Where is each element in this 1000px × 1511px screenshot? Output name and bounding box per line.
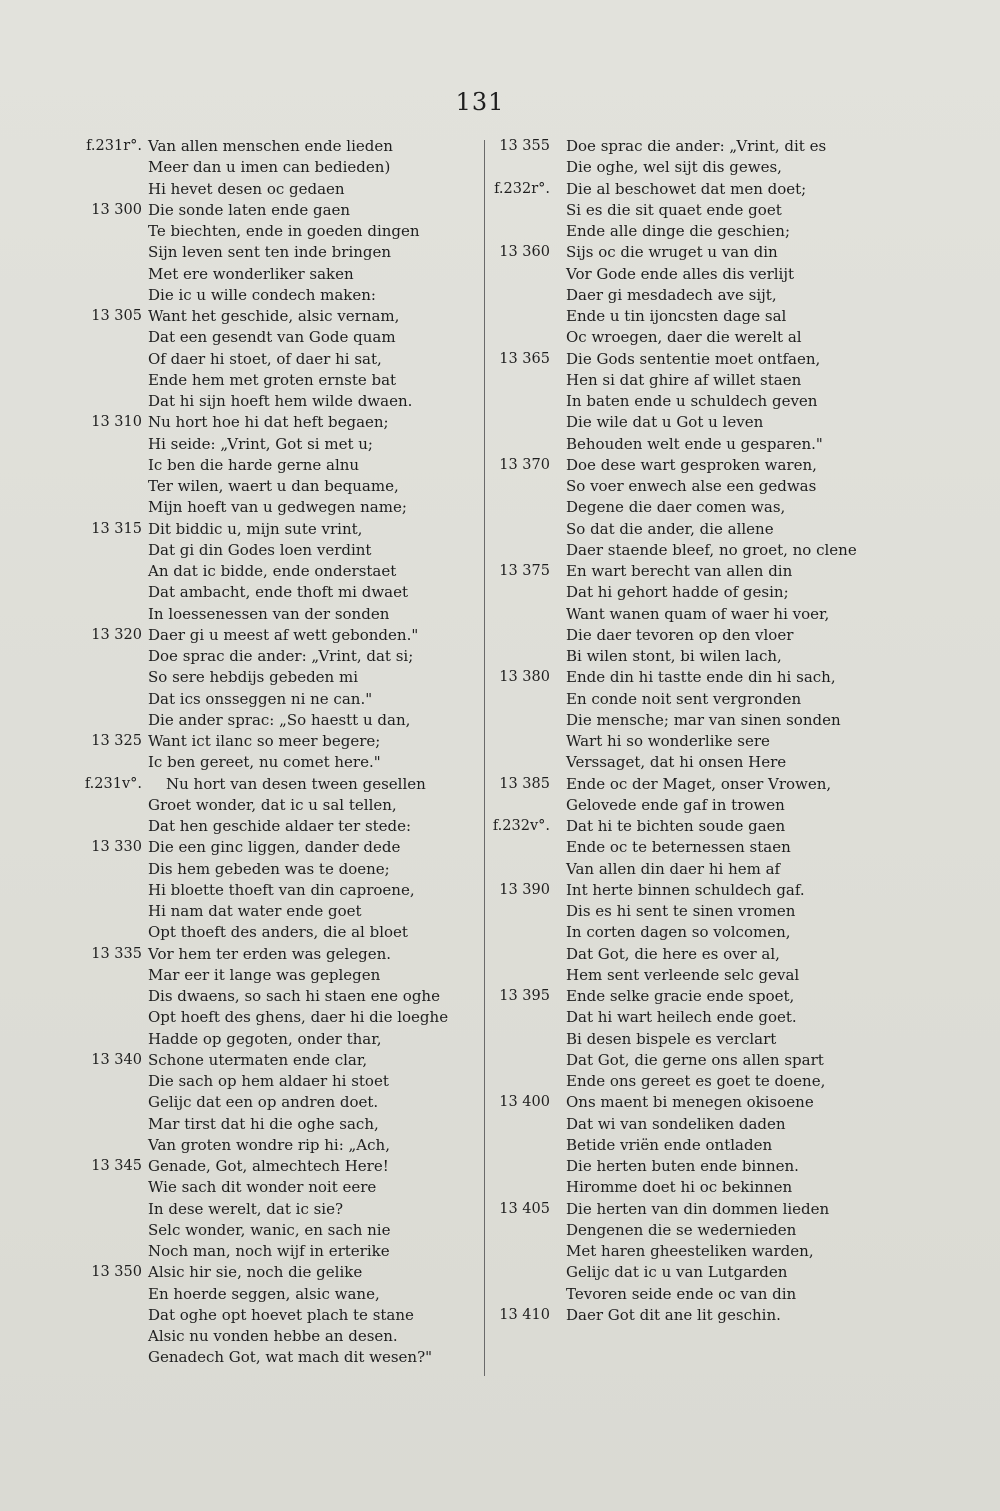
verse-text: Dengenen die se wedernieden (566, 1220, 797, 1239)
verse-text: Hi nam dat water ende goet (148, 902, 362, 920)
verse-line (488, 285, 848, 306)
line-number: 13 400 (499, 1094, 550, 1111)
verse-text: Van groten wondre rip hi: „Ach, (148, 1135, 390, 1154)
verse-text: Daer gi u meest af wett gebonden." (148, 625, 419, 644)
verse-line (70, 859, 470, 880)
verse-text: Dat wi van sondeliken daden (566, 1114, 786, 1133)
verse-line (70, 519, 470, 540)
line-number: 13 410 (499, 1306, 550, 1323)
line-number: 13 355 (499, 138, 550, 154)
verse-line (488, 221, 848, 242)
verse-text: Gelovede ende gaf in trowen (566, 795, 785, 814)
verse-text: Daer gi mesdadech ave sijt, (566, 285, 777, 304)
verse-line (70, 731, 470, 752)
line-number: 13 370 (499, 456, 550, 473)
verse-text: Vor hem ter erden was gelegen. (148, 944, 392, 963)
verse-line (70, 242, 470, 263)
verse-text: Ende oc der Maget, onser Vrowen, (566, 774, 832, 793)
line-number: 13 330 (91, 839, 142, 856)
right-column (488, 136, 857, 1326)
verse-line (70, 1156, 470, 1177)
line-number: 13 350 (91, 1264, 142, 1281)
verse-line (488, 625, 848, 646)
verse-text: Die mensche; mar van sinen sonden (566, 710, 841, 729)
verse-text: In dese werelt, dat ic sie? (148, 1199, 344, 1218)
verse-text: Ende selke gracie ende spoet, (566, 987, 795, 1005)
verse-text: Groet wonder, dat ic u sal tellen, (148, 795, 397, 814)
verse-line (488, 412, 848, 433)
verse-text: Alsic nu vonden hebbe an desen. (148, 1327, 398, 1345)
line-number: 13 405 (499, 1200, 550, 1217)
verse-line (488, 1284, 848, 1305)
verse-text: Dat gi din Godes loen verdint (148, 540, 372, 559)
verse-text: Ter wilen, waert u dan bequame, (148, 477, 399, 495)
verse-line (488, 1305, 848, 1326)
verse-line (70, 901, 470, 922)
verse-line (488, 646, 848, 667)
line-number: 13 360 (499, 244, 550, 261)
verse-text: Die Gods sententie moet ontfaen, (566, 349, 821, 368)
verse-text: Mijn hoeft van u gedwegen name; (148, 498, 407, 517)
verse-text: Dis hem gebeden was te doene; (148, 859, 390, 878)
verse-text: Met haren gheesteliken warden, (566, 1242, 814, 1260)
verse-line (70, 349, 470, 370)
verse-text: Ic ben gereet, nu comet here." (148, 753, 381, 772)
verse-text: Hadde op gegoten, onder thar, (148, 1029, 382, 1048)
verse-line (488, 795, 848, 816)
line-number: 13 365 (499, 350, 550, 367)
line-number: 13 335 (91, 945, 142, 962)
verse-line (488, 582, 848, 603)
verse-line (488, 944, 848, 965)
verse-line (488, 476, 848, 497)
verse-line (70, 1284, 470, 1305)
verse-line (488, 370, 848, 391)
verse-text: In loessenessen van der sonden (148, 604, 390, 623)
verse-text: Want ict ilanc so meer begere; (148, 732, 381, 750)
verse-line (70, 1199, 470, 1220)
line-number: 13 310 (91, 414, 142, 431)
verse-text: Dat hi gehort hadde of gesin; (566, 583, 789, 602)
verse-line (488, 1177, 848, 1198)
verse-line (488, 306, 848, 327)
verse-line (488, 157, 848, 178)
verse-text: Van allen din daer hi hem af (566, 859, 781, 878)
verse-line (70, 710, 470, 731)
verse-text: Meer dan u imen can bedieden) (148, 158, 391, 177)
verse-line (488, 689, 848, 710)
verse-line (70, 944, 470, 965)
verse-line (488, 922, 848, 943)
verse-text: Bi desen bispele es verclart (566, 1029, 777, 1048)
verse-text: Hi hevet desen oc gedaen (148, 179, 345, 198)
verse-line (488, 859, 848, 880)
verse-line (488, 264, 848, 285)
verse-line (488, 1241, 848, 1262)
verse-text: Sijs oc die wruget u van din (566, 243, 778, 262)
verse-line (488, 1156, 848, 1177)
verse-line (488, 667, 848, 688)
line-number: 13 395 (499, 988, 550, 1004)
verse-line (70, 816, 470, 837)
verse-text: En hoerde seggen, alsic wane, (148, 1284, 380, 1303)
verse-text: Met ere wonderliker saken (148, 264, 354, 283)
verse-line (488, 1199, 848, 1220)
line-number: f.231v°. (84, 775, 142, 792)
verse-text: So voer enwech alse een gedwas (566, 477, 817, 495)
verse-text: Genadech Got, wat mach dit wesen?" (148, 1348, 433, 1367)
verse-line (70, 1135, 470, 1156)
line-number: 13 375 (499, 563, 550, 579)
verse-line (70, 476, 470, 497)
verse-text: Te biechten, ende in goeden dingen (148, 222, 420, 240)
verse-text: In baten ende u schuldech geven (566, 392, 818, 410)
verse-text: Selc wonder, wanic, en sach nie (148, 1220, 391, 1239)
verse-line (488, 1114, 848, 1135)
verse-line (488, 710, 848, 731)
verse-text: Ende ons gereet es goet te doene, (566, 1072, 826, 1090)
line-number: f.232r°. (494, 180, 550, 197)
verse-line (70, 667, 470, 688)
verse-line (488, 327, 848, 348)
verse-text: Tevoren seide ende oc van din (566, 1284, 797, 1303)
verse-line (488, 1029, 848, 1050)
verse-line (70, 1092, 470, 1113)
verse-text: Dis dwaens, so sach hi staen ene oghe (148, 987, 440, 1005)
verse-text: Dat ics onsseggen ni ne can." (148, 689, 373, 708)
page-number: 131 (455, 88, 505, 116)
verse-line (488, 986, 848, 1007)
verse-line (70, 561, 470, 582)
verse-line (488, 1050, 848, 1071)
verse-text: Die ander sprac: „So haestt u dan, (148, 710, 411, 729)
verse-line (488, 1135, 848, 1156)
verse-line (488, 1092, 848, 1113)
verse-line (488, 519, 848, 540)
verse-line (70, 306, 470, 327)
verse-text: Dat hen geschide aldaer ter stede: (148, 817, 412, 835)
verse-text: Noch man, noch wijf in erterike (148, 1242, 390, 1260)
verse-text: Gelijc dat een op andren doet. (148, 1093, 379, 1112)
verse-line (70, 540, 470, 561)
verse-text: Ende hem met groten ernste bat (148, 370, 397, 389)
verse-line (70, 1177, 470, 1198)
verse-text: Betide vriën ende ontladen (566, 1135, 773, 1154)
verse-line (70, 1241, 470, 1262)
verse-line (488, 1071, 848, 1092)
verse-text: Die sach op hem aldaer hi stoet (148, 1072, 389, 1090)
verse-text: Want het geschide, alsic vernam, (148, 307, 400, 325)
verse-text: Die herten buten ende binnen. (566, 1157, 799, 1175)
verse-text: Hi seide: „Vrint, Got si met u; (148, 434, 373, 453)
verse-text: So dat die ander, die allene (566, 519, 774, 538)
verse-text: Nu hort hoe hi dat heft begaen; (148, 413, 389, 432)
left-column (70, 136, 470, 1369)
verse-line (70, 965, 470, 986)
verse-text: Dis es hi sent te sinen vromen (566, 902, 796, 920)
verse-line (488, 816, 848, 837)
verse-line (70, 1114, 470, 1135)
verse-text: Hi bloette thoeft van din caproene, (148, 880, 415, 899)
verse-text: Schone utermaten ende clar, (148, 1050, 368, 1069)
verse-line (70, 1326, 470, 1347)
verse-text: Dat Got, die here es over al, (566, 944, 780, 963)
verse-text: Mar eer it lange was geplegen (148, 965, 381, 984)
verse-text: Dat hi te bichten soude gaen (566, 817, 786, 835)
verse-text: Ic ben die harde gerne alnu (148, 455, 360, 474)
verse-text: Opt thoeft des anders, die al bloet (148, 923, 408, 942)
verse-text: Hiromme doet hi oc bekinnen (566, 1178, 793, 1197)
verse-line (488, 349, 848, 370)
line-number: 13 325 (91, 733, 142, 749)
verse-text: Dat Got, die gerne ons allen spart (566, 1050, 824, 1069)
verse-line (70, 497, 470, 518)
verse-text: Daer staende bleef, no groet, no clene (566, 540, 857, 559)
verse-line (488, 434, 848, 455)
verse-text: Daer Got dit ane lit geschin. (566, 1305, 781, 1324)
verse-text: Ons maent bi menegen okisoene (566, 1093, 814, 1112)
verse-line (70, 264, 470, 285)
verse-line (70, 179, 470, 200)
verse-line (488, 200, 848, 221)
verse-text: Wie sach dit wonder noit eere (148, 1178, 377, 1197)
verse-line (488, 561, 848, 582)
verse-line (70, 1305, 470, 1326)
line-number: 13 305 (91, 308, 142, 324)
verse-text: So sere hebdijs gebeden mi (148, 668, 359, 687)
verse-line (70, 774, 470, 795)
line-number: 13 300 (91, 201, 142, 218)
verse-line (70, 221, 470, 242)
verse-line (488, 179, 848, 200)
verse-line (488, 752, 848, 773)
verse-line (70, 370, 470, 391)
verse-text: Dat een gesendt van Gode quam (148, 328, 396, 347)
verse-text: Die herten van din dommen lieden (566, 1199, 830, 1218)
verse-text: Dit biddic u, mijn sute vrint, (148, 519, 363, 538)
verse-line (70, 1007, 470, 1028)
verse-text: An dat ic bidde, ende onderstaet (148, 562, 397, 580)
verse-text: Ende u tin ijoncsten dage sal (566, 307, 787, 325)
line-number: 13 315 (91, 520, 142, 537)
verse-text: Mar tirst dat hi die oghe sach, (148, 1114, 379, 1133)
verse-line (70, 157, 470, 178)
verse-line (70, 646, 470, 667)
verse-line (70, 200, 470, 221)
verse-text: Verssaget, dat hi onsen Here (566, 753, 787, 772)
verse-line (488, 1007, 848, 1028)
verse-line (488, 136, 848, 157)
verse-line (488, 455, 848, 476)
verse-line (488, 837, 848, 858)
verse-line (70, 752, 470, 773)
verse-line (70, 1262, 470, 1283)
verse-line (70, 412, 470, 433)
verse-line (488, 242, 848, 263)
verse-text: Die ic u wille condech maken: (148, 285, 376, 304)
verse-line (488, 540, 857, 561)
verse-line (488, 901, 848, 922)
verse-line (488, 880, 848, 901)
verse-text: Die oghe, wel sijt dis gewes, (566, 158, 782, 177)
line-number: 13 385 (499, 775, 550, 792)
line-number: 13 345 (91, 1158, 142, 1174)
verse-text: Die daer tevoren op den vloer (566, 625, 794, 644)
verse-text: Si es die sit quaet ende goet (566, 200, 782, 219)
verse-text: Bi wilen stont, bi wilen lach, (566, 647, 782, 665)
verse-text: Dat hi wart heilech ende goet. (566, 1008, 797, 1027)
verse-line (70, 455, 470, 476)
verse-line (70, 795, 470, 816)
verse-text: En conde noit sent vergronden (566, 689, 802, 708)
verse-text: Sijn leven sent ten inde bringen (148, 243, 392, 262)
verse-line (70, 837, 470, 858)
verse-line (488, 731, 848, 752)
verse-line (70, 986, 470, 1007)
verse-line (70, 327, 470, 348)
verse-text: Vor Gode ende alles dis verlijt (566, 264, 795, 283)
verse-text: In corten dagen so volcomen, (566, 923, 791, 942)
line-number: 13 390 (499, 881, 550, 898)
verse-text: Ende oc te beternessen staen (566, 838, 791, 857)
verse-line (488, 1262, 848, 1283)
verse-text: En wart berecht van allen din (566, 562, 793, 580)
verse-line (70, 582, 470, 603)
verse-line (70, 880, 470, 901)
verse-text: Die al beschowet dat men doet; (566, 179, 807, 198)
verse-line (70, 922, 470, 943)
verse-text: Oc wroegen, daer die werelt al (566, 328, 802, 347)
line-number: 13 340 (91, 1051, 142, 1068)
verse-line (70, 391, 470, 412)
verse-text: Dat hi sijn hoeft hem wilde dwaen. (148, 392, 413, 410)
line-number: f.231r°. (86, 138, 142, 154)
verse-text: Genade, Got, almechtech Here! (148, 1157, 389, 1175)
verse-line (70, 1050, 470, 1071)
verse-text: Die een ginc liggen, dander dede (148, 838, 401, 857)
verse-line (488, 391, 848, 412)
verse-line (70, 604, 470, 625)
verse-text: Doe sprac die ander: „Vrint, dat si; (148, 647, 414, 665)
column-divider (484, 140, 485, 1376)
line-number: f.232v°. (492, 818, 550, 834)
verse-line (70, 1071, 470, 1092)
verse-text: Nu hort van desen tween gesellen (166, 774, 426, 793)
verse-text: Opt hoeft des ghens, daer hi die loeghe (148, 1008, 449, 1027)
verse-line (70, 434, 470, 455)
verse-text: Int herte binnen schuldech gaf. (566, 880, 805, 899)
verse-text: Die sonde laten ende gaen (148, 200, 351, 219)
verse-text: Hem sent verleende selc geval (566, 965, 800, 984)
verse-line (70, 1347, 470, 1368)
verse-text: Die wile dat u Got u leven (566, 413, 764, 432)
verse-text: Hen si dat ghire af willet staen (566, 370, 802, 389)
verse-text: Ende alle dinge die geschien; (566, 222, 791, 240)
line-number: 13 380 (499, 669, 550, 686)
verse-line (70, 689, 470, 710)
verse-text: Doe sprac die ander: „Vrint, dit es (566, 137, 827, 155)
verse-line (488, 774, 848, 795)
verse-text: Dat oghe opt hoevet plach te stane (148, 1305, 414, 1324)
line-number: 13 320 (91, 626, 142, 643)
verse-text: Want wanen quam of waer hi voer, (566, 604, 830, 623)
verse-line (488, 965, 848, 986)
verse-text: Doe dese wart gesproken waren, (566, 455, 817, 474)
verse-text: Van allen menschen ende lieden (148, 137, 393, 155)
verse-line (70, 625, 470, 646)
verse-text: Alsic hir sie, noch die gelike (148, 1263, 363, 1282)
verse-line (488, 604, 848, 625)
verse-text: Behouden welt ende u gesparen." (566, 434, 823, 453)
verse-line (488, 1220, 848, 1241)
verse-text: Wart hi so wonderlike sere (566, 732, 770, 750)
verse-text: Degene die daer comen was, (566, 498, 786, 517)
verse-text: Ende din hi tastte ende din hi sach, (566, 668, 836, 687)
verse-text: Of daer hi stoet, of daer hi sat, (148, 349, 382, 368)
verse-line (488, 497, 848, 518)
verse-text: Dat ambacht, ende thoft mi dwaet (148, 583, 409, 602)
verse-text: Gelijc dat ic u van Lutgarden (566, 1263, 788, 1282)
verse-line (70, 136, 470, 157)
verse-line (70, 285, 470, 306)
verse-line (70, 1220, 470, 1241)
verse-line (70, 1029, 470, 1050)
